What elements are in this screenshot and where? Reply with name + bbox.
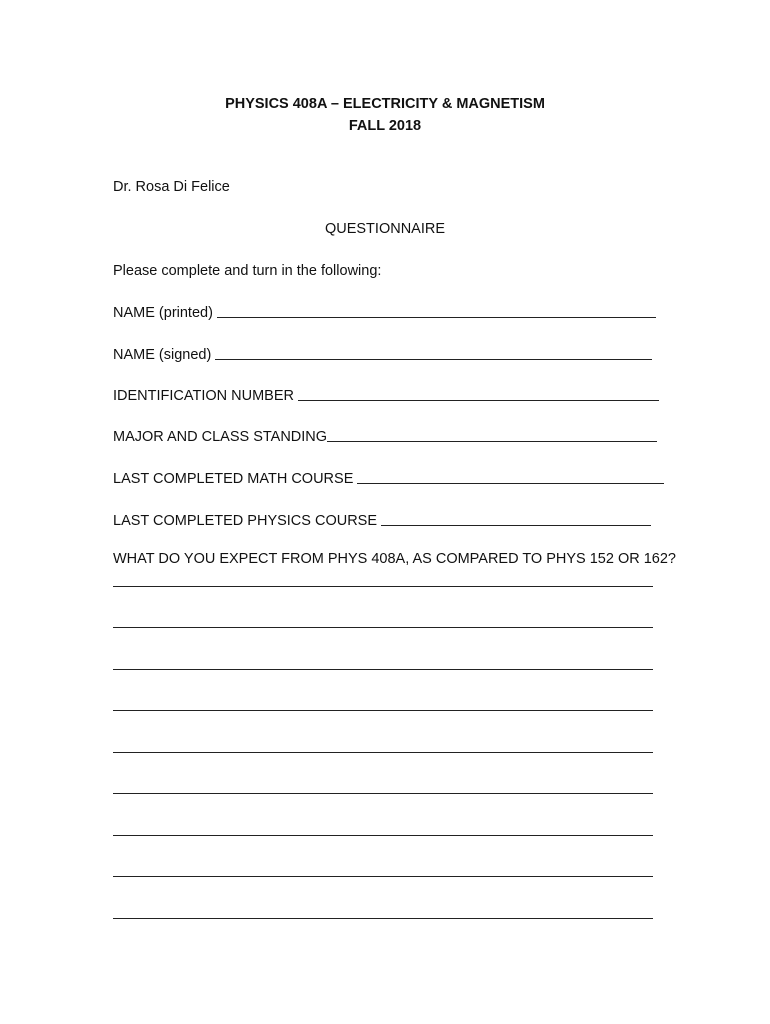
expectation-question: WHAT DO YOU EXPECT FROM PHYS 408A, AS COMPARED TO PHYS 152 OR 162? (113, 551, 676, 567)
form-title: QUESTIONNAIRE (324, 221, 446, 237)
math-course-field (113, 469, 664, 487)
physics-course-field (113, 511, 651, 529)
name-signed-field (113, 345, 652, 363)
name-printed-field (113, 303, 656, 321)
answer-line[interactable] (113, 669, 653, 670)
course-title: PHYSICS 408A – ELECTRICITY & MAGNETISM (225, 96, 545, 112)
term-label: FALL 2018 (348, 118, 422, 134)
physics-course-label: LAST COMPLETED PHYSICS COURSE (113, 513, 378, 529)
instructions-text: Please complete and turn in the following: (113, 263, 382, 279)
name-printed-label: NAME (printed) (113, 305, 213, 321)
math-course-blank[interactable] (357, 469, 664, 484)
id-number-blank[interactable] (298, 386, 659, 401)
name-signed-blank[interactable] (215, 345, 652, 360)
answer-line[interactable] (113, 876, 653, 877)
physics-course-blank[interactable] (381, 511, 651, 526)
id-number-field (113, 386, 659, 404)
math-course-label: LAST COMPLETED MATH COURSE (113, 471, 354, 487)
answer-line[interactable] (113, 918, 653, 919)
answer-line[interactable] (113, 627, 653, 628)
instructor-name: Dr. Rosa Di Felice (113, 179, 230, 195)
answer-line[interactable] (113, 752, 653, 753)
answer-line[interactable] (113, 586, 653, 587)
name-signed-label: NAME (signed) (113, 347, 212, 363)
name-printed-blank[interactable] (217, 303, 656, 318)
answer-line[interactable] (113, 710, 653, 711)
id-number-label: IDENTIFICATION NUMBER (113, 388, 294, 404)
major-standing-label: MAJOR AND CLASS STANDING (113, 429, 328, 445)
major-standing-field (113, 427, 657, 445)
answer-line[interactable] (113, 835, 653, 836)
answer-line[interactable] (113, 793, 653, 794)
major-standing-blank[interactable] (327, 427, 657, 442)
